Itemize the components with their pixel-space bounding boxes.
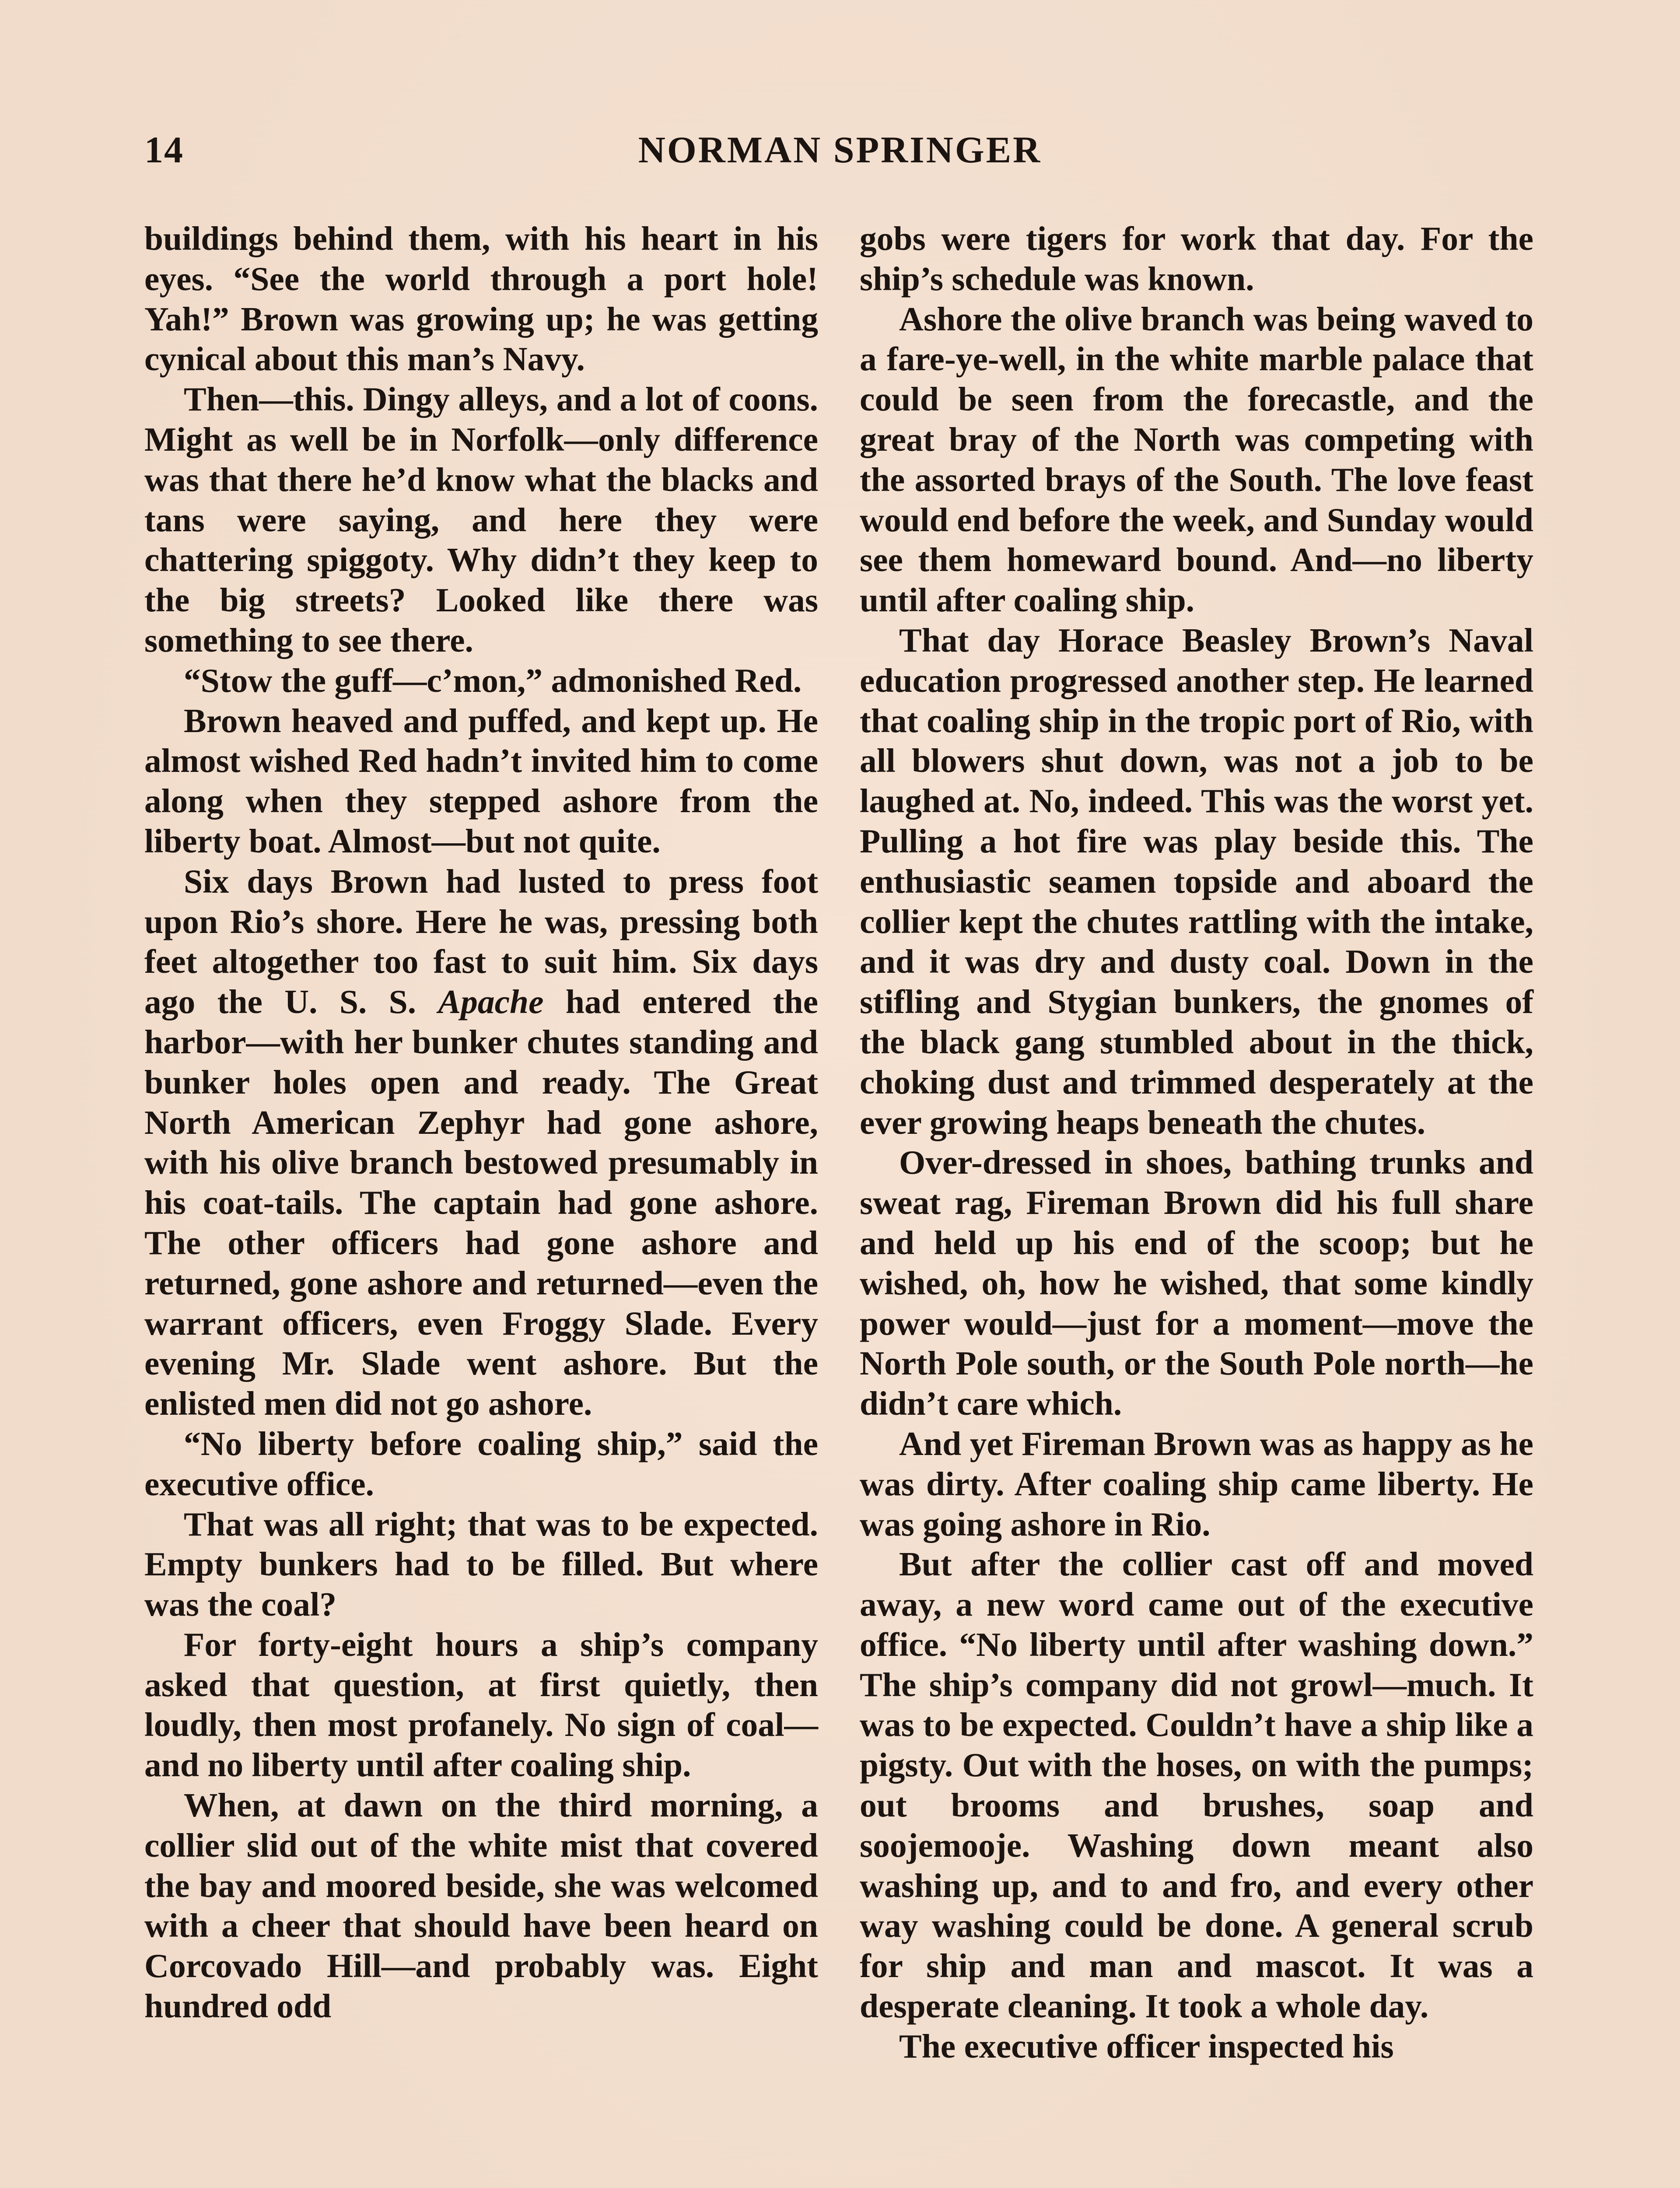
right-column [860,219,1533,2067]
page-header [0,128,1680,180]
paragraph: When, at dawn on the third morning, a collier slid out of the white mist that covered the bay and moored beside, she was welcomed with a cheer that should have been heard on Corcovado Hill—and probably was. Eight hundred odd [144,1786,818,2025]
left-column [144,219,818,2027]
paragraph-text: had entered the harbor—with her bunker chutes standing and bunker holes open and ready. The Great North American Zephyr had gone ashore, with his olive branch bestowed presumably in his coat-tails. The captain had gone ashore. The other officers had gone ashore and returned, gone ashore and returned—even the warrant officers, even Froggy Slade. Every evening Mr. Slade went ashore. But the enlisted men did not go ashore. [144,983,818,1423]
ship-name: Apache [438,983,544,1021]
paragraph: “Stow the guff—c’mon,” admonished Red. [184,661,802,699]
paragraph-text: Six days Brown had lusted to press foot upon Rio’s shore. Here he was, pressing both feet altogether too fast to suit him. Six days ago the U. S. S. [144,862,818,1021]
paragraph: But after the collier cast off and moved away, a new word came out of the executive office. “No liberty until after washing down.” The ship’s company did not growl—much. It was to be expected. Couldn’t have a ship like a pigsty. Out with the hoses, on with the pumps; out brooms and brushes, soap and soojemooje. Washing down meant also washing up, and to and fro, and every other way washing could be done. A general scrub for ship and man and mascot. It was a desperate cleaning. It took a whole day. [860,1545,1533,2025]
paragraph: Over-dressed in shoes, bathing trunks and sweat rag, Fireman Brown did his full share and held up his end of the scoop; but he wished, oh, how he wished, that some kindly power would—just for a moment—move the North Pole south, or the South Pole north—he didn’t care which. [860,1143,1533,1423]
paragraph: buildings behind them, with his heart in his eyes. “See the world through a port hole! Yah!” Brown was growing up; he was getting cynical about this man’s Navy. [144,220,818,378]
paragraph: And yet Fireman Brown was as happy as he was dirty. After coaling ship came liberty. He was going ashore in Rio. [860,1424,1533,1543]
paragraph: That was all right; that was to be expected. Empty bunkers had to be filled. But where was the coal? [144,1505,818,1623]
paragraph [144,862,818,1424]
paragraph: For forty-eight hours a ship’s company asked that question, at first quietly, then loudly, then most profanely. No sign of coal—and no liberty until after coaling ship. [144,1625,818,1784]
paragraph: gobs were tigers for work that day. For the ship’s schedule was known. [860,220,1533,298]
running-head: NORMAN SPRINGER [638,129,1042,171]
paragraph: That day Horace Beasley Brown’s Naval education progressed another step. He learned that coaling ship in the tropic port of Rio, with all blowers shut down, was not a job to be laughed at. No, indeed. This was the worst yet. Pulling a hot fire was play beside this. The enthusiastic seamen topside and aboard the collier kept the chutes rattling with the intake, and it was dry and dusty coal. Down in the stifling and Stygian bunkers, the gnomes of the black gang stumbled about in the thick, choking dust and trimmed desperately at the ever growing heaps beneath the chutes. [860,621,1533,1141]
page-number: 14 [144,129,184,171]
paragraph: The executive officer inspected his [899,2027,1394,2065]
paragraph: Brown heaved and puffed, and kept up. He almost wished Red hadn’t invited him to come along when they stepped ashore from the liberty boat. Almost—but not quite. [144,701,818,860]
paragraph: “No liberty before coaling ship,” said the executive office. [144,1424,818,1503]
paragraph: Ashore the olive branch was being waved to a fare-ye-well, in the white marble palace that could be seen from the forecastle, and the great bray of the North was competing with the assorted brays of the South. The love feast would end before the week, and Sunday would see them homeward bound. And—no liberty until after coaling ship. [860,300,1533,619]
paragraph: Then—this. Dingy alleys, and a lot of coons. Might as well be in Norfolk—only difference was that there he’d know what the blacks and tans were saying, and here they were chattering spiggoty. Why didn’t they keep to the big streets? Looked like there was something to see there. [144,380,818,659]
